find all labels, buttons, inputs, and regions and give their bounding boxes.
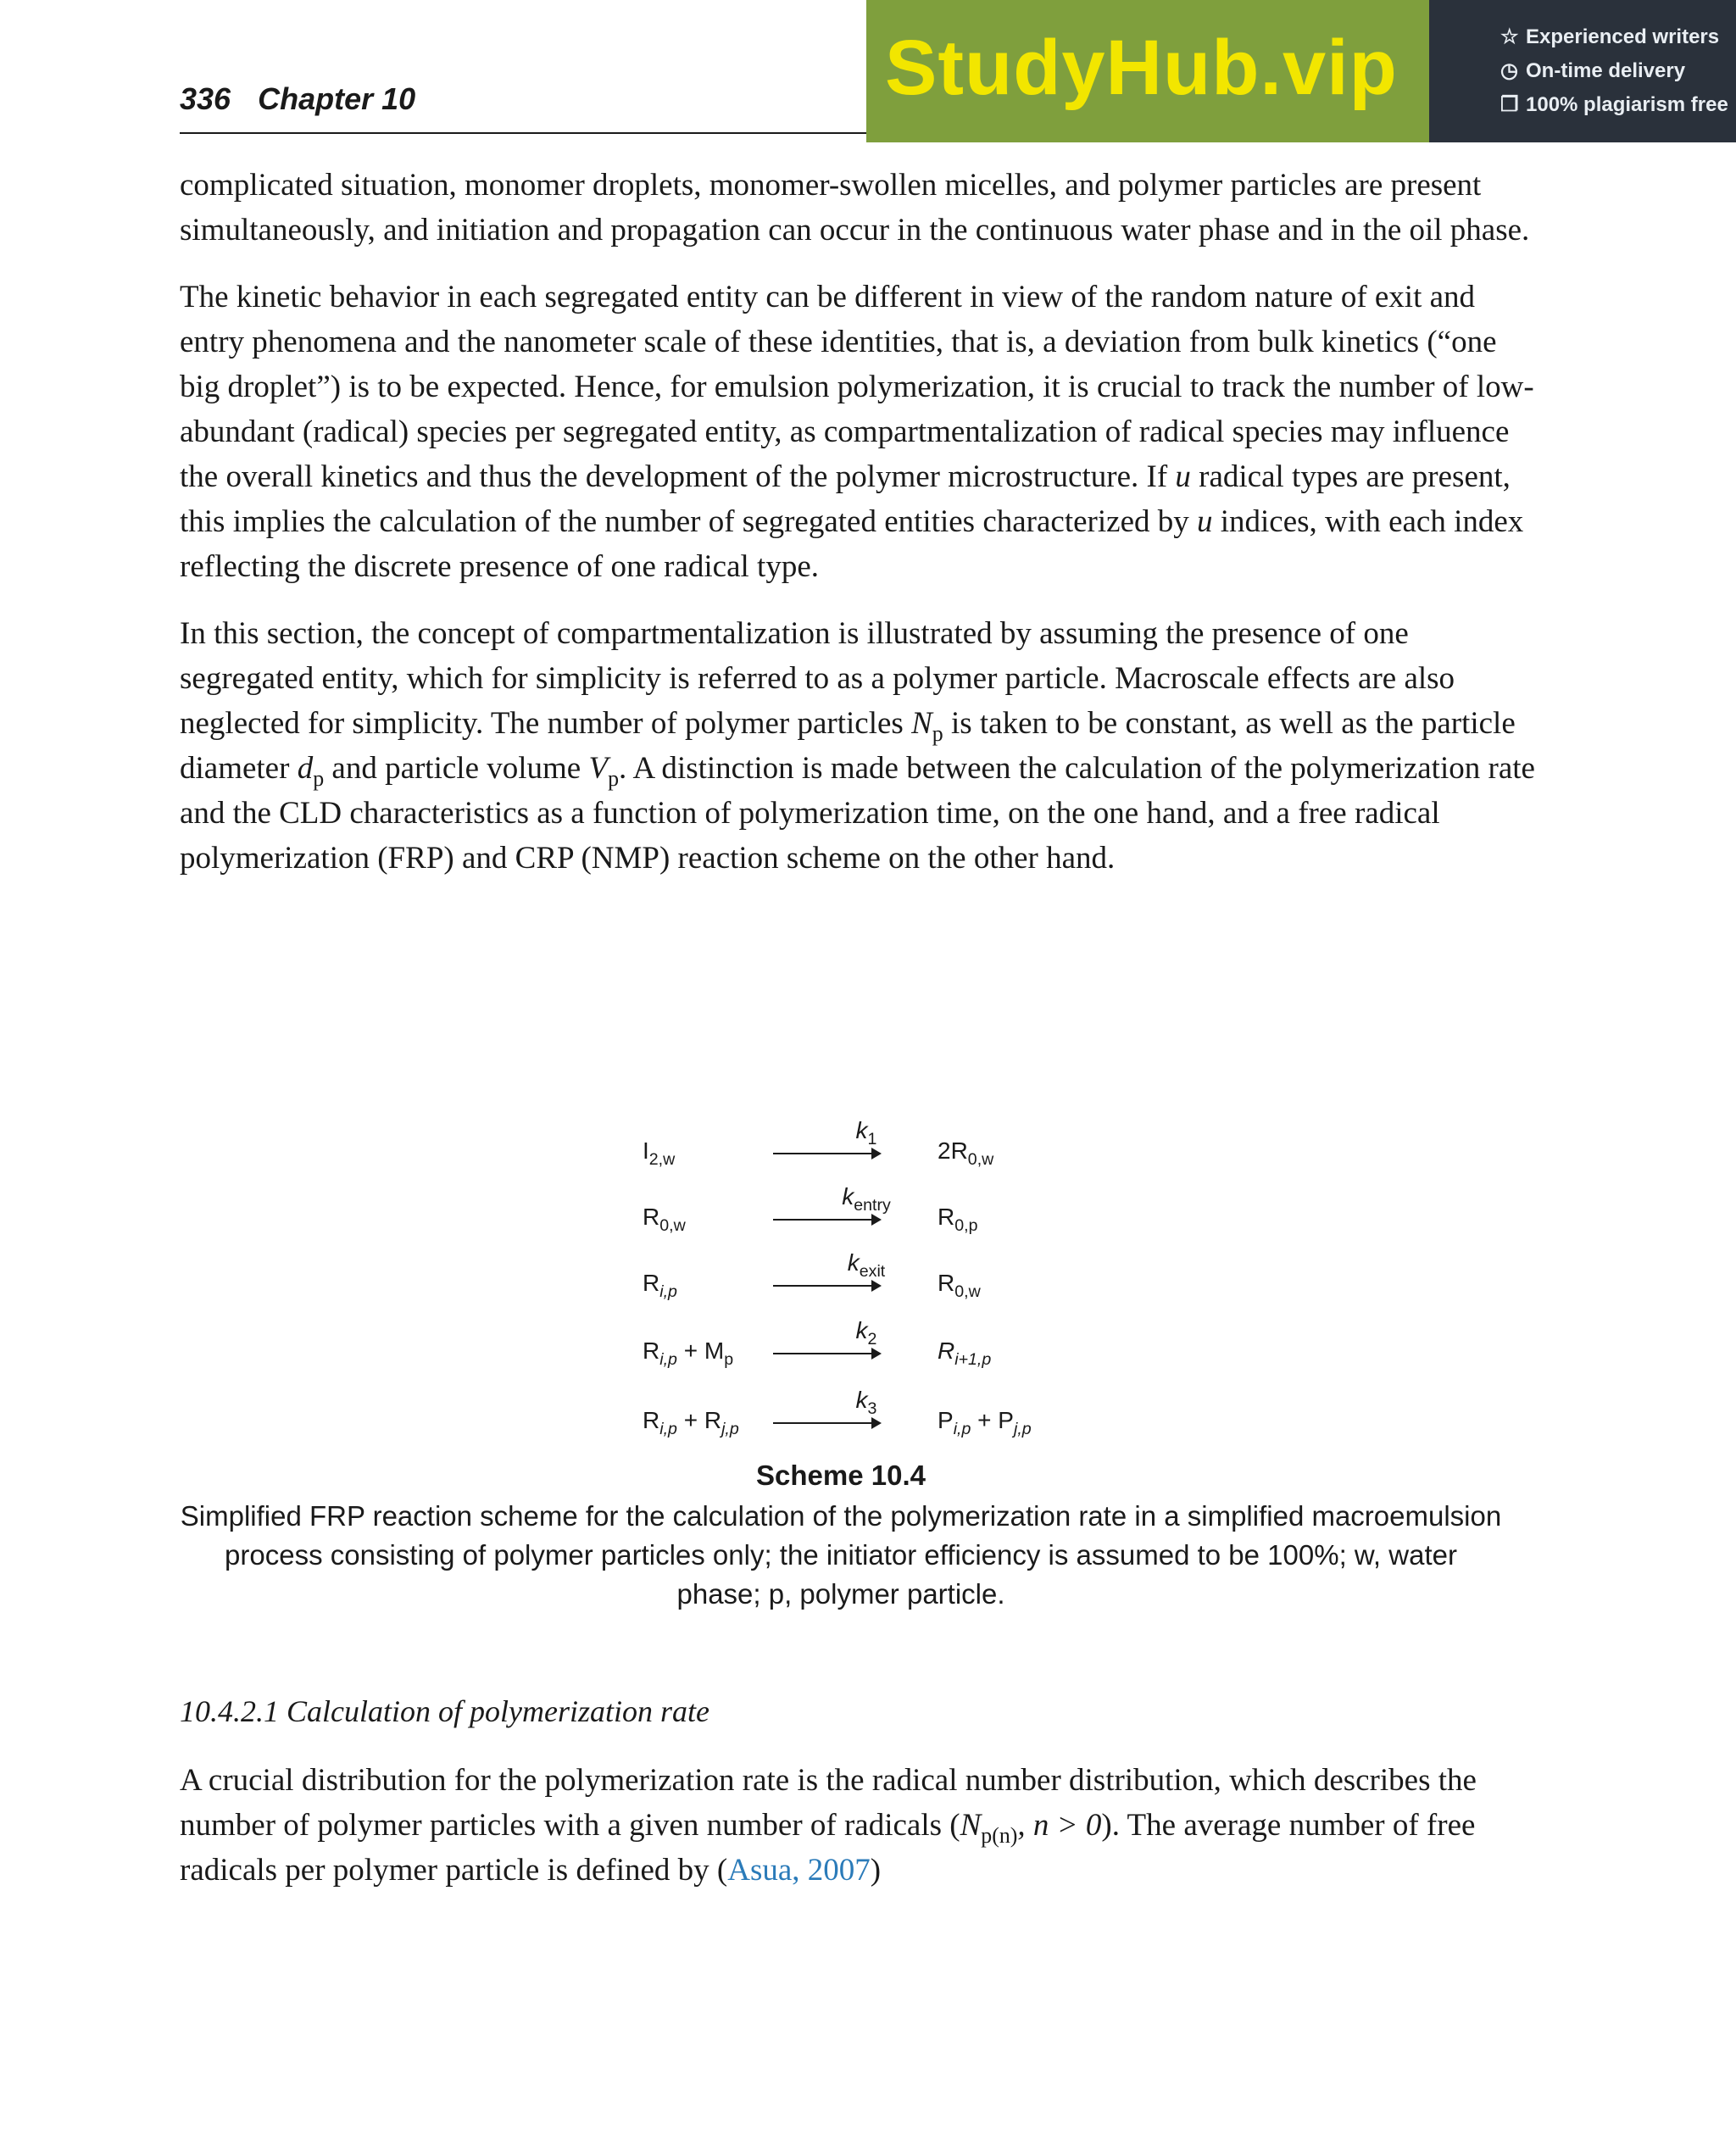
reaction-initiation: $I_{2,w}$ $k_1$ $2R_{0,w}$ xyxy=(643,1117,994,1169)
section-text xyxy=(180,1758,1536,1893)
banner-features xyxy=(1429,0,1736,142)
feature-plagiarism-free: ❐ 100% plagiarism free xyxy=(1500,88,1728,122)
feature-experienced-writers: ☆ Experienced writers xyxy=(1500,20,1728,54)
reaction-arrow xyxy=(773,1422,880,1424)
section-heading: 10.4.2.1 Calculation of polymerization rate xyxy=(180,1694,709,1728)
paragraph-1: complicated situation, monomer droplets, monomer-swollen micelles, and polymer particles are present simultaneously, and initiation and propagation can occur in the continuous water phase and in the oil phase. xyxy=(180,168,1530,247)
page-header xyxy=(180,81,415,117)
studyhub-logo[interactable]: StudyHub.vip xyxy=(885,25,1398,111)
feature-on-time-delivery: ◷ On-time delivery xyxy=(1500,54,1728,88)
citation-link[interactable]: Asua, 2007 xyxy=(727,1853,871,1888)
paragraph-3: In this section, the concept of compartmentalization is illustrated by assuming the presence of one segregated entity, which for simplicity is referred to as a polymer particle. Macroscale effects are also neglected for simplicity. The number of polymer particles $N_p$ is taken to be constant, as well as the particle diameter $d_p$ and particle volume $V_p$. A distinction is made between the calculation of the polymerization rate and the CLD characteristics as a function of polymerization time, on the one hand, and a free radical polymerization (FRP) and CRP (NMP) reaction scheme on the other hand. xyxy=(180,616,1535,876)
reaction-entry: $R_{0,w}$ $k_{entry}$ $R_{0,p}$ xyxy=(643,1183,978,1235)
chapter-label: Chapter 10 xyxy=(258,81,416,116)
scheme-caption: Simplified FRP reaction scheme for the calculation of the polymerization rate in a simplified macroemulsion process consisting of polymer particles only; the initiator efficiency is assumed to be 100%; w, water phase; p, polymer particle. xyxy=(180,1500,1502,1610)
reaction-arrow xyxy=(773,1353,880,1354)
reaction-scheme xyxy=(637,1117,1146,1456)
reaction-exit: $R_{i,p}$ $k_{exit}$ $R_{0,w}$ xyxy=(643,1249,981,1301)
banner-logo-area[interactable] xyxy=(866,0,1429,142)
reaction-propagation: $R_{i,p} + M_p$ $k_2$ $R_{i+1,p}$ xyxy=(643,1317,992,1369)
reaction-arrow xyxy=(773,1285,880,1287)
reaction-termination: $R_{i,p} + R_{j,p}$ $k_3$ $P_{i,p} + P_{j,p}$ xyxy=(643,1387,1032,1438)
paragraph-2: The kinetic behavior in each segregated entity can be different in view of the random nature of exit and entry phenomena and the nanometer scale of these identities, that is, a deviation from bulk kinetics (“one big droplet”) is to be expected. Hence, for emulsion polymerization, it is crucial to track the number of low-abundant (radical) species per segregated entity, as compartmentalization of radical species may influence the overall kinetics and thus the development of the polymer microstructure. If u radical types are present, this implies the calculation of the number of segregated entities characterized by u indices, with each index reflecting the discrete presence of one radical type. xyxy=(180,280,1534,584)
star-icon: ☆ xyxy=(1500,25,1519,48)
paragraph-4: A crucial distribution for the polymerization rate is the radical number distribution, which describes the number of polymer particles with a given number of radicals ($N_{p(n)}$, n > 0). The average number of free radicals per polymer particle is defined by (Asua, 2007) xyxy=(180,1763,1477,1888)
reaction-arrow xyxy=(773,1153,880,1154)
page-number: 336 xyxy=(180,81,231,116)
scheme-title: Scheme 10.4 xyxy=(756,1460,926,1491)
studyhub-banner[interactable] xyxy=(866,0,1736,142)
reaction-arrow xyxy=(773,1219,880,1221)
copy-icon: ❐ xyxy=(1500,93,1519,116)
clock-icon: ◷ xyxy=(1500,59,1518,82)
body-text xyxy=(180,163,1536,903)
